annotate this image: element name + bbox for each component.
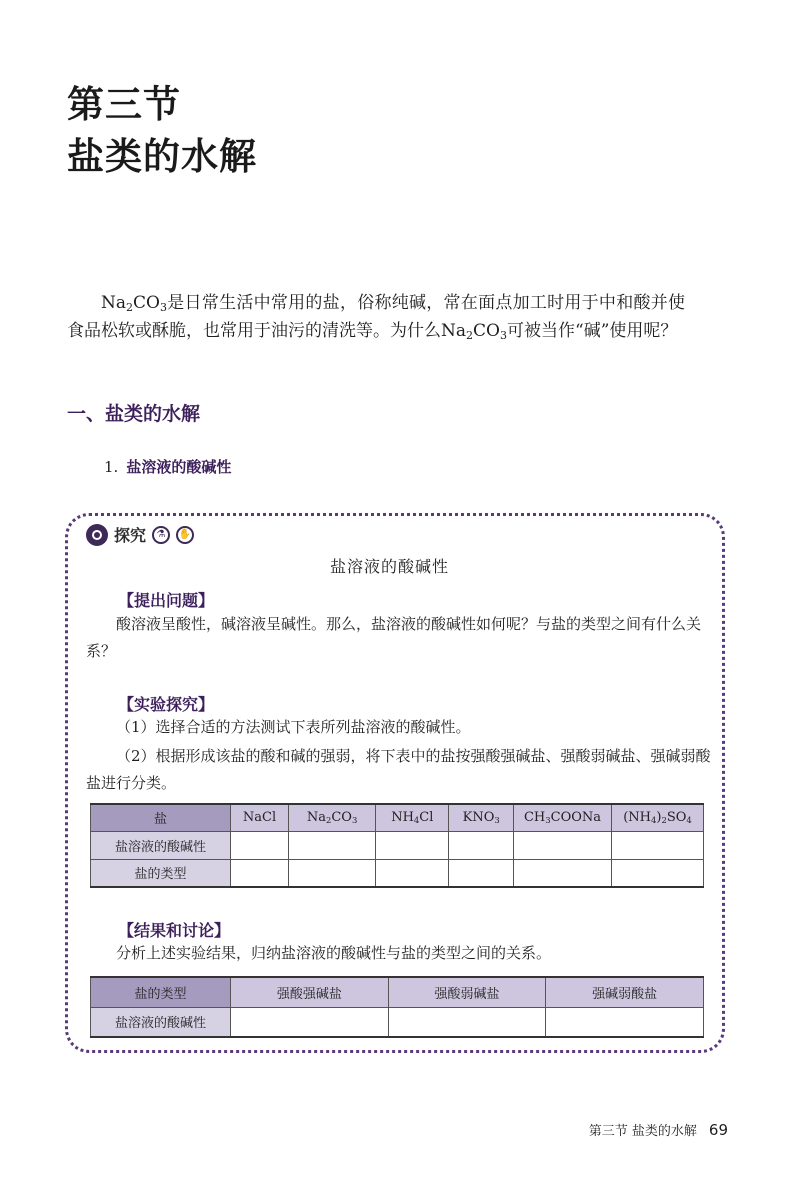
- inquiry-badge: [86, 523, 194, 546]
- experiment-icon: ⚗: [152, 526, 170, 544]
- salt-cell: $KNO_3$: [449, 804, 514, 831]
- salt-cell: $CH_3COONa$: [514, 804, 612, 831]
- table-header-cell: 盐的类型: [91, 859, 231, 887]
- table-row: [91, 831, 704, 859]
- results-text: 分析上述实验结果，归纳盐溶液的酸碱性与盐的类型之间的关系。: [116, 944, 552, 962]
- target-icon: [86, 524, 108, 546]
- hand-icon: ✋: [176, 526, 194, 544]
- page-number: 69: [708, 1121, 728, 1139]
- salt-cell: $(NH_4)_2SO_4$: [612, 804, 704, 831]
- table-header-cell: 盐: [91, 804, 231, 831]
- intro-paragraph: $Na_2CO_3$是日常生活中常用的盐，俗称纯碱，常在面点加工时用于中和酸并使食品松软或酥脆，也常用于油污的清洗等。为什么$Na_2CO_3$可被当作“碱”使用呢？: [67, 293, 685, 342]
- experiment-label: 【实验探究】: [118, 695, 215, 714]
- salt-cell: $Na_2CO_3$: [288, 804, 375, 831]
- table-header-cell: 盐的类型: [91, 977, 231, 1007]
- inquiry-title: 盐溶液的酸碱性: [330, 557, 450, 576]
- table-row: [91, 804, 704, 831]
- salt-cell: NaCl: [231, 804, 289, 831]
- question-text: 酸溶液呈酸性，碱溶液呈碱性。那么，盐溶液的酸碱性如何呢？与盐的类型之间有什么关系？: [86, 615, 702, 660]
- footer-section: 第三节 盐类的水解: [588, 1124, 697, 1139]
- salt-type-table: [90, 976, 704, 1038]
- table-row: [91, 977, 704, 1007]
- subsection-title: 盐溶液的酸碱性: [126, 458, 232, 476]
- table-row: [91, 1007, 704, 1037]
- salt-table: [90, 803, 704, 888]
- experiment-step-1: （1）选择合适的方法测试下表所列盐溶液的酸碱性。: [116, 718, 471, 736]
- section-heading: 一、盐类的水解: [67, 403, 201, 425]
- page-footer: [589, 1120, 728, 1139]
- salt-cell: $NH_4Cl$: [376, 804, 449, 831]
- type-cell: 强碱弱酸盐: [546, 977, 704, 1007]
- chapter-number: 第三节: [67, 83, 181, 126]
- table-header-cell: 盐溶液的酸碱性: [91, 831, 231, 859]
- type-cell: 强酸弱碱盐: [388, 977, 546, 1007]
- experiment-step-2: （2）根据形成该盐的酸和碱的强弱，将下表中的盐按强酸强碱盐、强酸弱碱盐、强碱弱酸盐进行分类。: [86, 747, 711, 792]
- inquiry-badge-label: 探究: [114, 526, 147, 545]
- table-row: [91, 859, 704, 887]
- results-label: 【结果和讨论】: [118, 921, 231, 940]
- question-label: 【提出问题】: [118, 591, 215, 610]
- table-header-cell: 盐溶液的酸碱性: [91, 1007, 231, 1037]
- subsection-number: 1.: [104, 458, 119, 476]
- chapter-title: 盐类的水解: [67, 135, 257, 178]
- subsection-heading: [104, 456, 231, 477]
- type-cell: 强酸强碱盐: [231, 977, 389, 1007]
